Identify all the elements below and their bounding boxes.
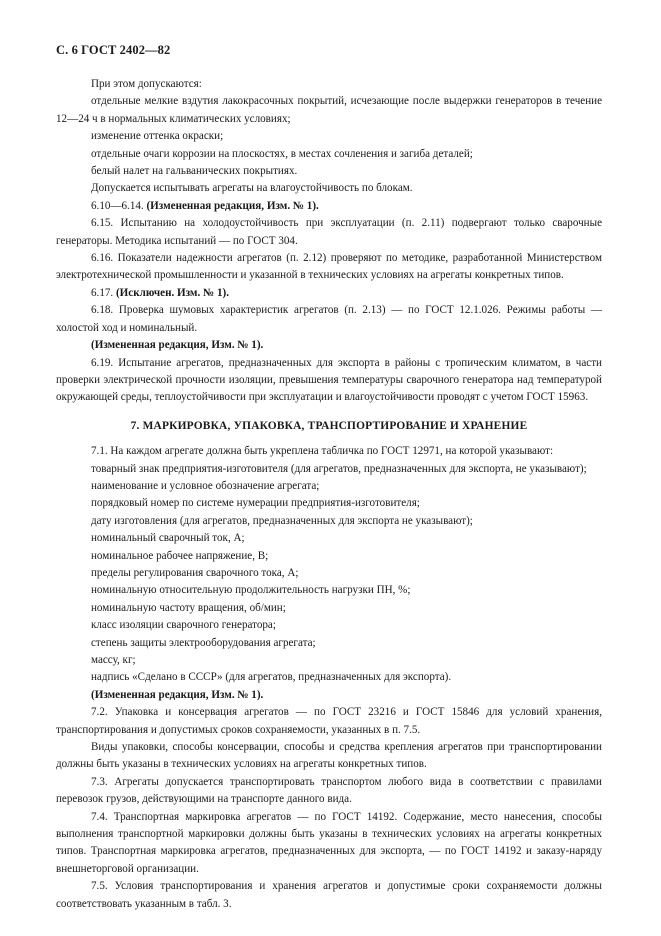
paragraph: изменение оттенка окраски; xyxy=(91,130,224,143)
paragraph-6-18: 6.18. Проверка шумовых характеристик агрегатов (п. 2.13) — по ГОСТ 12.1.026. Режимы работы — холостой ход и номинальный. xyxy=(56,304,602,334)
list-item: номинальный сварочный ток, А; xyxy=(91,532,245,545)
paragraph: отдельные очаги коррозии на плоскостях, в местах сочленения и загиба деталей; xyxy=(91,147,473,160)
amendment-note: (Измененная редакция, Изм. № 1). xyxy=(91,688,264,701)
paragraph-7-3: 7.3. Агрегаты допускается транспортировать транспортом любого вида в соответствии с правилами перевозок грузов, действующими на транспорте данного вида. xyxy=(56,775,602,806)
list-item: наименование и условное обозначение агрегата; xyxy=(91,479,320,492)
paragraph-7-2b: Виды упаковки, способы консервации, способы и средства крепления агрегатов при транспортировании должны быть указаны в технических условиях на агрегаты конкретных типов. xyxy=(56,741,602,771)
paragraph-7-5: 7.5. Условия транспортирования и хранения агрегатов и допустимые сроки сохраняемости должны соответствовать указанным в табл. 3. xyxy=(56,880,602,910)
paragraph-6-16: 6.16. Показатели надежности агрегатов (п. 2.12) проверяют по методике, разработанной Министерством электротехнической промышленности и указанной в технических условиях на агрегаты конкретных типов. xyxy=(56,252,602,282)
section-title: 7. МАРКИРОВКА, УПАКОВКА, ТРАНСПОРТИРОВАНИЕ И ХРАНЕНИЕ xyxy=(130,419,528,432)
list-item: номинальную относительную продолжительность нагрузки ПН, %; xyxy=(91,584,411,597)
paragraph: Допускается испытывать агрегаты на влагоустойчивость по блокам. xyxy=(91,182,413,195)
paragraph: отдельные мелкие вздутия лакокрасочных покрытий, исчезающие после выдержки генераторов в течение 12—24 ч в нормальных климатических условиях; xyxy=(56,95,602,125)
list-item: номинальное рабочее напряжение, В; xyxy=(91,549,269,562)
paragraph-6-10 xyxy=(56,198,602,215)
list-item: номинальную частоту вращения, об/мин; xyxy=(91,601,286,614)
list-item: класс изоляции сварочного генератора; xyxy=(91,619,276,632)
list-item: дату изготовления (для агрегатов, предназначенных для экспорта не указывают); xyxy=(91,514,473,527)
paragraph-7-4: 7.4. Транспортная маркировка агрегатов — по ГОСТ 14192. Содержание, место нанесения, способы выполнения транспортной маркировки должны быть указаны в технических условиях на агрегаты конкретных типов. Транспортная маркировка агрегатов, предназначенных для экспорта, — по ГОСТ 14192 и заказу-наряду внешнеторговой организации. xyxy=(56,810,602,875)
paragraph-7-1: 7.1. На каждом агрегате должна быть укреплена табличка по ГОСТ 12971, на которой указывают: xyxy=(91,445,554,458)
clause-number: 6.10—6.14. xyxy=(91,199,144,212)
list-item: порядковый номер по системе нумерации предприятия-изготовителя; xyxy=(91,497,420,510)
list-item: массу, кг; xyxy=(91,654,136,666)
amendment-note: (Исключен. Изм. № 1). xyxy=(115,286,229,299)
page-header: С. 6 ГОСТ 2402—82 xyxy=(56,43,171,57)
amendment-note: (Измененная редакция, Изм. № 1). xyxy=(91,339,264,352)
list-item: пределы регулирования сварочного тока, А; xyxy=(91,566,299,579)
paragraph: При этом допускаются: xyxy=(91,78,202,90)
list-item: надпись «Сделано в СССР» (для агрегатов, предназначенных для экспорта). xyxy=(91,671,452,684)
paragraph-6-17 xyxy=(56,285,602,302)
paragraph-7-2: 7.2. Упаковка и консервация агрегатов — по ГОСТ 23216 и ГОСТ 15846 для условий хранения, транспортирования и допустимых сроков сохраняемости, указанных в п. 7.5. xyxy=(56,706,602,736)
document-body xyxy=(56,76,602,913)
paragraph-6-19: 6.19. Испытание агрегатов, предназначенных для экспорта в районы с тропическим климатом, в части проверки электрической прочности изоляции, превышения температуры сварочного генератора над температурой окружающей среды, теплоустойчивости при эксплуатации и влагоустойчивости проводят с учетом ГОСТ 15963. xyxy=(56,356,602,404)
paragraph: белый налет на гальванических покрытиях. xyxy=(91,165,298,178)
clause-number: 6.17. xyxy=(91,286,114,299)
list-item: товарный знак предприятия-изготовителя (для агрегатов, предназначенных для экспорта, не указывают); xyxy=(91,462,587,475)
paragraph-6-15: 6.15. Испытанию на холодоустойчивость при эксплуатации (п. 2.11) подвергают только сварочные генераторы. Методика испытаний — по ГОСТ 304. xyxy=(56,217,602,247)
list-item: степень защиты электрооборудования агрегата; xyxy=(91,636,316,649)
amendment-note: (Измененная редакция, Изм. № 1). xyxy=(146,199,319,212)
